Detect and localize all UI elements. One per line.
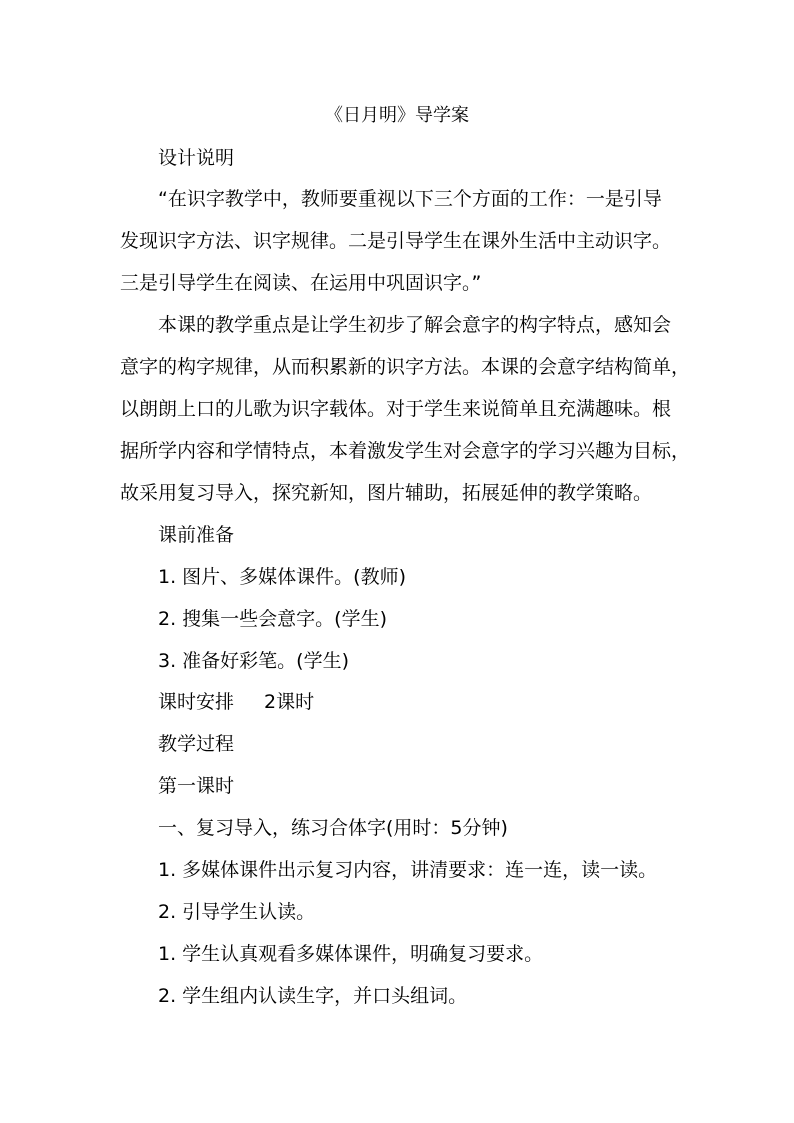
lesson-heading: 第一课时	[158, 775, 235, 797]
focus-paragraph-line: 据所学内容和学情特点，本着激发学生对会意字的学习兴趣为目标，	[120, 440, 691, 462]
document-title: 《日月明》导学案	[325, 105, 469, 126]
section-heading-process: 教学过程	[158, 733, 235, 755]
step-heading: 一、复习导入，练习合体字(用时：5分钟)	[158, 817, 508, 839]
student-item: 2. 学生组内认读生字，并口头组词。	[158, 985, 468, 1007]
prep-item: 3. 准备好彩笔。(学生)	[158, 650, 349, 672]
student-item: 1. 学生认真观看多媒体课件，明确复习要求。	[158, 943, 544, 965]
quote-line: 发现识字方法、识字规律。二是引导学生在课外生活中主动识字。	[120, 230, 672, 252]
prep-item: 2. 搜集一些会意字。(学生)	[158, 608, 387, 630]
schedule-label: 课时安排	[158, 691, 235, 713]
teacher-item: 1. 多媒体课件出示复习内容，讲清要求：连一连，读一读。	[158, 859, 658, 881]
focus-paragraph-line: 以朗朗上口的儿歌为识字载体。对于学生来说简单且充满趣味。根	[120, 398, 672, 420]
quote-line: “在识字教学中，教师要重视以下三个方面的工作：一是引导	[158, 188, 662, 210]
section-heading-prep: 课前准备	[158, 524, 235, 546]
prep-item: 1. 图片、多媒体课件。(教师)	[158, 566, 406, 588]
focus-paragraph-line: 本课的教学重点是让学生初步了解会意字的构字特点，感知会	[158, 314, 672, 336]
schedule-value: 2课时	[264, 691, 315, 713]
section-heading-design: 设计说明	[158, 147, 235, 169]
focus-paragraph-line: 意字的构字规律，从而积累新的识字方法。本课的会意字结构简单，	[120, 356, 691, 378]
focus-paragraph-line: 故采用复习导入，探究新知，图片辅助，拓展延伸的教学策略。	[120, 482, 653, 504]
quote-line: 三是引导学生在阅读、在运用中巩固识字。”	[120, 272, 482, 294]
teacher-item: 2. 引导学生认读。	[158, 901, 316, 923]
schedule-line	[158, 690, 314, 714]
